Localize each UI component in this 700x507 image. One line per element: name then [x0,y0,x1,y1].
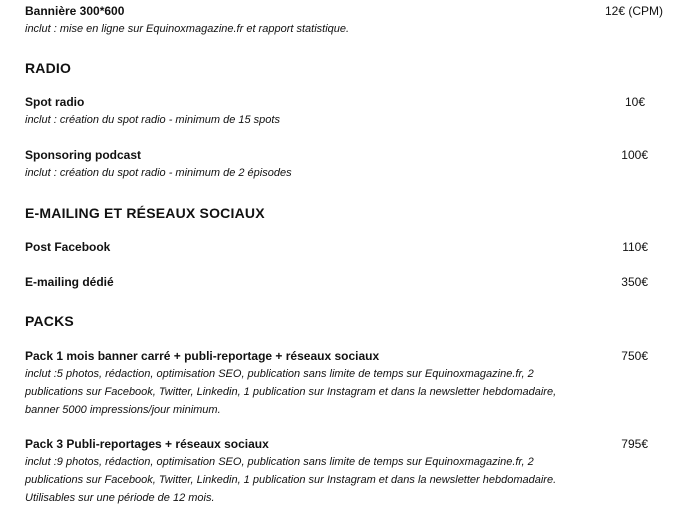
item-description [25,365,655,419]
item-title: E-mailing dédié [25,275,114,289]
item-price: 795€ [621,437,648,451]
item-description: inclut : mise en ligne sur Equinoxmagazine.fr et rapport statistique. [25,23,350,35]
item-description-line: Utilisables sur une période de 12 mois. [25,492,215,504]
item-price: 100€ [621,148,648,162]
item-spot-radio [25,94,655,129]
item-title-row [25,274,655,290]
item-description-line: banner 5000 impressions/jour minimum. [25,404,221,416]
item-description-line: publications sur Facebook, Twitter, Linkedin, 1 publication sur Instagram et dans la newsletter hebdomadaire, [25,386,557,398]
item-price: 110€ [622,240,648,254]
item-banniere-300x600 [25,3,663,38]
item-title: Bannière 300*600 [25,4,125,18]
item-description [25,453,655,507]
item-title: Spot radio [25,95,85,109]
item-pack-3-publi-reportages [25,436,655,507]
item-description: inclut : création du spot radio - minimum de 2 épisodes [25,167,292,179]
item-title-row [25,147,655,163]
item-title-row [25,348,655,364]
item-sponsoring-podcast [25,147,655,182]
item-title: Pack 1 mois banner carré + publi-reportage + réseaux sociaux [25,349,380,363]
item-title-row [25,239,655,255]
item-title-row [25,436,655,452]
section-heading-packs: PACKS [25,313,74,329]
item-price: 10€ [624,95,645,109]
item-post-facebook [25,239,655,255]
item-title: Pack 3 Publi-reportages + réseaux sociaux [25,437,269,451]
item-description-line: inclut :9 photos, rédaction, optimisation SEO, publication sans limite de temps sur Equinoxmagazine.fr, 2 [25,456,534,468]
item-description-line: publications sur Facebook, Twitter, Linkedin, 1 publication sur Instagram et dans la newsletter hebdomadaire. [25,474,557,486]
item-price: 750€ [621,349,648,363]
item-emailing-dedie [25,274,655,290]
item-description: inclut : création du spot radio - minimum de 15 spots [25,114,280,126]
item-title: Sponsoring podcast [25,148,142,162]
item-pack-1-mois [25,348,655,419]
item-title-row [25,94,655,110]
section-heading-emailing-reseaux-sociaux: E-MAILING ET RÉSEAUX SOCIAUX [25,205,265,221]
item-description-line: inclut :5 photos, rédaction, optimisation SEO, publication sans limite de temps sur Equinoxmagazine.fr, 2 [25,368,534,380]
item-price: 350€ [621,275,648,289]
item-price: 12€ (CPM) [604,4,663,18]
section-heading-radio: RADIO [25,60,72,76]
item-title-row [25,3,663,19]
item-title: Post Facebook [25,240,111,254]
